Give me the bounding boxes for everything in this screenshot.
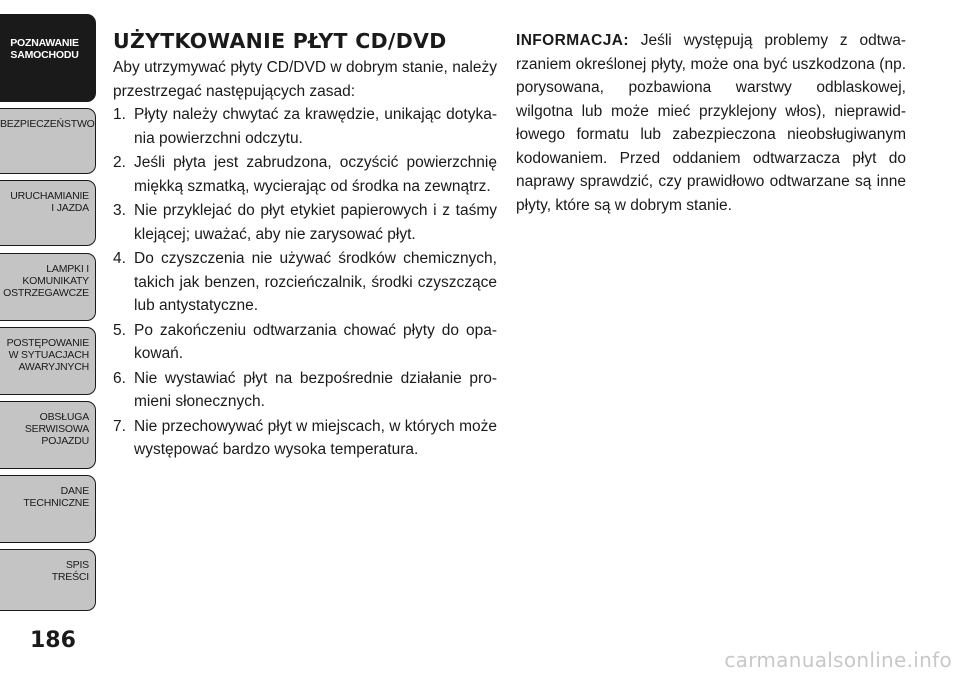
right-column [516,29,906,217]
tab-spis-tresci[interactable]: SPIS TREŚCI [0,549,96,611]
section-title: UŻYTKOWANIE PŁYT CD/DVD [113,29,447,53]
list-item [113,247,497,318]
tab-obsluga-serwisowa[interactable]: OBSŁUGA SERWISOWA POJAZDU [0,401,96,469]
left-column [113,29,497,463]
tab-poznawanie-samochodu[interactable]: POZNAWANIE SAMOCHODU [0,14,96,102]
tab-postepowanie-awaryjne[interactable]: POSTĘPOWANIE W SYTUACJACH AWARYJNYCH [0,327,96,395]
list-item [113,415,497,462]
list-item-number: 5. [113,321,126,339]
list-item [113,103,497,150]
list-item [113,151,497,198]
list-item-text: Płyty należy chwytać za krawędzie, unikając dotyka-nia powierzchni odczytu. [134,106,497,147]
list-item-text: Do czyszczenia nie używać środków chemicznych, takich jak benzen, rozcieńczalnik, środki czyszczące lub antystatyczne. [134,250,497,314]
list-item-text: Po zakończeniu odtwarzania chować płyty do opa-kowań. [134,321,497,362]
watermark: carmanualsonline.info [724,648,952,672]
intro-paragraph: Aby utrzymywać płyty CD/DVD w dobrym stanie, należy przestrzegać następujących zasad: [113,59,497,100]
info-text: Jeśli występują problemy z odtwa-rzaniem określonej płyty, może ona być uszkodzona (np. porysowana, pozbawiona warstwy odblaskowej, wilgotna lub może mieć przyklejony włos), nieprawid-łowego formatu lub zabezpieczona nieobsługiwanym kodowaniem. Przed oddaniem odtwarzacza płyt do naprawy sprawdzić, czy prawidłowo odtwarzane są inne płyty, które są w dobrym stanie. [516,32,906,214]
page-number: 186 [30,628,76,653]
tab-bezpieczenstwo[interactable]: BEZPIECZEŃSTWO [0,108,96,174]
list-item-number: 3. [113,202,126,219]
list-item [113,199,497,246]
list-item [113,319,497,366]
sidebar-tabs [0,0,100,610]
list-item-number: 4. [113,250,126,267]
info-label: INFORMACJA: [516,32,629,49]
list-item-text: Nie przyklejać do płyt etykiet papierowych i z taśmy klejącej; uważać, aby nie zarysować płyt. [134,202,497,243]
list-item-text: Jeśli płyta jest zabrudzona, oczyścić powierzchnię miękką szmatką, wycierając od środka na zewnątrz. [134,154,497,195]
list-item [113,367,497,414]
tab-lampki-i-komunikaty[interactable]: LAMPKI I KOMUNIKATY OSTRZEGAWCZE [0,253,96,321]
list-item-number: 2. [113,154,126,171]
list-item-text: Nie przechowywać płyt w miejscach, w których może występować bardzo wysoka temperatura. [134,417,497,458]
list-item-number: 6. [113,369,126,387]
tab-uruchamianie-i-jazda[interactable]: URUCHAMIANIE I JAZDA [0,180,96,246]
list-item-text: Nie wystawiać płyt na bezpośrednie działanie pro-mieni słonecznych. [134,369,497,410]
info-note [516,29,906,217]
rules-list [113,103,497,462]
tab-dane-techniczne[interactable]: DANE TECHNICZNE [0,475,96,543]
list-item-number: 7. [113,417,126,435]
list-item-number: 1. [113,106,126,123]
